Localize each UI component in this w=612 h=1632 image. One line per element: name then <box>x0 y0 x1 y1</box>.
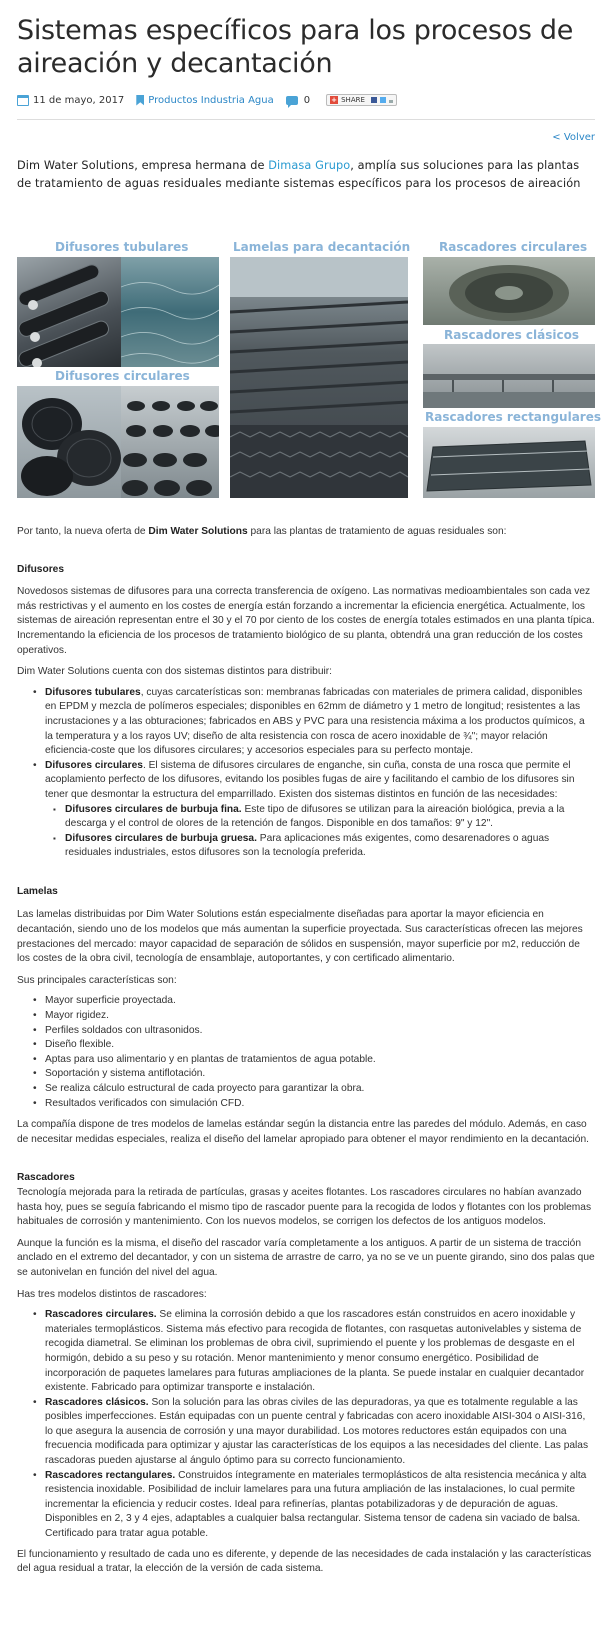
disc-grid-photo <box>121 386 219 498</box>
item-text: Son la solución para las obras civiles de las depuradoras, ya que es totalmente regulable a las posibles imperfecciones. Están equipadas con un puente central y fabricadas con acero inoxidable AISI-304 o AISI-316, lo que asegura la ausencia de corrosión y una mayor durabilidad. Los motores reductores están equipados con una frecuencia modificada para optimizar y ajustar las características de los equipos a las necesidades del cliente. Las palas rascadoras pueden ajustarse al ángulo óptimo para su correcto funcionamiento. <box>45 1396 589 1467</box>
list-item: • Resultados verificados con simulación CFD. <box>17 1097 595 1112</box>
addthis-plus-icon: + <box>331 96 338 104</box>
date-meta <box>17 95 124 106</box>
calendar-icon <box>17 95 29 106</box>
offer-text-rest: para las plantas de tratamiento de aguas residuales son: <box>247 526 507 537</box>
list-item: • Diseño flexible. <box>17 1038 595 1053</box>
disc-diffusers-drawing <box>17 386 121 498</box>
disc-grid-drawing <box>121 386 219 498</box>
difusores-list <box>17 686 595 861</box>
list-item <box>17 1469 595 1542</box>
twitter-icon <box>380 97 386 103</box>
rascadores-paragraph-2: Aunque la función es la misma, el diseño del rascador varía completamente a los antiguos. A partir de un sistema de tracción anclado en el extremo del decantador, y con un sistema de arrastre de carro, ya no se ve un puente girando, sino dos palas que se autonivelan en función del nivel del agua. <box>17 1237 595 1278</box>
caption-difusores-circulares: Difusores circulares <box>55 369 190 383</box>
intro-text-rest: , amplía sus soluciones para las plantas de tratamiento de aguas residuales mediante sistemas específicos para los procesos de aireación <box>17 159 581 190</box>
post-meta <box>17 92 595 108</box>
section-heading-difusores: Difusores <box>17 563 64 575</box>
comment-count[interactable]: 0 <box>303 94 311 106</box>
item-text: Construidos íntegramente en materiales termoplásticos de alta resistencia mecánica y alta resistencia inoxidable. Posibilidad de incluir lamelares para una futura ampliación de las instalaciones, lo cual permite incrementar la eficiencia y reducir costes. Ideal para refinerías, plantas potabilizadoras y de depuración de aguas. Disponibles en 2, 3 y 4 ejes, adaptables a cualquier balsa rectangular. Sistema tensor de cadena sin vaciado de balsa. Certificado para tratar agua potable. <box>45 1469 587 1540</box>
list-item <box>17 1308 595 1396</box>
difusores-paragraph-1: Novedosos sistemas de difusores para una correcta transferencia de oxígeno. Las normativas medioambientales son cada vez más restrictivas y el aumento en los costes de energía están forzando a incrementar la eficiencia energética. Actualmente, los sistemas de aireación representan entre el 30 y el 70 por ciento de los costes de energía totales estimados en una planta típica. Incrementando la eficiencia de los procesos de tratamiento biológico de su planta, obtendrá una gran reducción de los costes operativos. <box>17 586 595 656</box>
item-text: Para aplicaciones más exigentes, como desarenadores o aguas residuales industriales, estos difusores son la tecnología preferida. <box>65 832 550 859</box>
category-link[interactable]: Productos Industria Agua <box>148 94 274 106</box>
list-item: • Se realiza cálculo estructural de cada proyecto para garantizar la obra. <box>17 1082 595 1097</box>
rectangular-scraper-drawing <box>423 427 595 498</box>
lamelas-paragraph-1: Las lamelas distribuidas por Dim Water Solutions están especialmente diseñadas para aportar la mayor eficiencia en decantación, siendo uno de los modelos que más aumentan la superficie proyectada. Sus características ofrecen las mejores prestaciones del mercado: mayor capacidad de separación de sólidos en suspensión, mayor superficie por m2, reducción de los costes de la obra civil, tecnología de ensamblaje, autoportantes, y con certificado alimentario. <box>17 909 583 965</box>
comments-meta[interactable] <box>286 95 310 106</box>
classic-scraper-photo <box>423 344 595 408</box>
post-date: 11 de mayo, 2017 <box>33 94 125 106</box>
section-heading-rascadores: Rascadores <box>17 1172 75 1184</box>
comment-icon <box>286 96 298 105</box>
share-label: SHARE <box>341 96 365 104</box>
difusores-sublist <box>45 803 595 861</box>
page-title: Sistemas específicos para los procesos de aireación y decantación <box>17 15 574 79</box>
item-title: Difusores tubulares <box>45 686 141 698</box>
classic-scraper-drawing <box>423 344 595 408</box>
aeration-bubbles-drawing <box>121 257 219 367</box>
item-text: , cuyas carcaterísticas son: membranas fabricadas con materiales de primera calidad, disponibles en EPDM y mezcla de polímeros especiales; disponibles en 62mm de diámetro y 1 metro de longitud; resistentes a las incrustaciones y a las obturaciones; fabricados en ABS y PVC para una resistencia máxima a los productos químicos, a la temperatura y a los rayos UV; diseño de alta resistencia con rosca de acero inoxidable de ¾"; mayor relación eficiencia-coste que los difusores circulares; y accesorios especiales para su perfecto montaje. <box>45 686 585 757</box>
list-item: • Soportación y sistema antiflotación. <box>17 1067 595 1082</box>
lamelas-paragraph-3: La compañía dispone de tres modelos de lamelas estándar según la distancia entre las paredes del módulo. Además, en caso de necesitar medidas especiales, realiza el diseño del lamelar apropiado para obtener el mayor rendimiento en la decantación. <box>17 1119 589 1145</box>
list-item: • Mayor rigidez. <box>17 1009 595 1024</box>
tubular-diffusers-drawing <box>17 257 121 367</box>
lamella-drawing <box>230 257 408 498</box>
item-title: Rascadores rectangulares. <box>45 1469 176 1481</box>
caption-rascadores-circulares: Rascadores circulares <box>439 240 588 254</box>
rascadores-paragraph-1: Tecnología mejorada para la retirada de partículas, grasas y aceites flotantes. Los rascadores circulares no habían avanzado hasta hoy, pues se seguía fabricando el mismo tipo de rascador puente para la recogida de lodos y flotantes con los problemas habituales de corrosión y mantenimiento. Con los nuevos modelos, se corrigen los defectos de los antiguos modelos. <box>17 1186 592 1228</box>
more-icon <box>389 100 393 103</box>
rascadores-paragraph-3: Has tres modelos distintos de rascadores: <box>17 1288 207 1300</box>
category-meta[interactable] <box>136 95 273 106</box>
list-item <box>17 759 595 861</box>
list-item: • Aptas para uso alimentario y en plantas de tratamientos de agua potable. <box>17 1053 595 1068</box>
list-item <box>17 686 595 759</box>
rectangular-scraper-photo <box>423 427 595 498</box>
item-title: Difusores circulares de burbuja fina. <box>65 803 242 815</box>
tubular-diffusers-photo <box>17 257 121 367</box>
dimasa-grupo-link[interactable]: Dimasa Grupo <box>268 159 351 172</box>
rascadores-list <box>17 1308 595 1542</box>
offer-company: Dim Water Solutions <box>148 526 248 537</box>
item-title: Difusores circulares de burbuja gruesa. <box>65 832 257 844</box>
list-item <box>45 832 595 861</box>
caption-rascadores-clasicos: Rascadores clásicos <box>444 328 579 342</box>
lamelas-paragraph-2: Sus principales características son: <box>17 974 177 986</box>
intro-text: Dim Water Solutions, empresa hermana de <box>17 159 269 172</box>
item-title: Difusores circulares <box>45 759 143 771</box>
item-text: Se elimina la corrosión debido a que los rascadores están construidos en acero inoxidable y materiales termoplásticos. Sistema más efectivo para recogida de flotantes, con rasquetas autonivelables y sistema de recogida diametral. Se eliminan los problemas de obra civil, suprimiendo el puente y los problemas de desgaste en el hormigón, debido a su peso y su rotación. Menor mantenimiento y menor consumo energético. Posibilidad de incorporación de paquetes lamelares para futuras ampliaciones de la planta. Se puede instalar en cualquier decantador existente. Fabricado para optimizar transporte e instalación. <box>45 1309 585 1394</box>
item-title: Rascadores clásicos. <box>45 1396 149 1408</box>
back-link[interactable]: < Volver <box>552 132 595 143</box>
caption-rascadores-rectangulares: Rascadores rectangulares <box>425 410 601 424</box>
offer-paragraph <box>17 525 595 540</box>
intro-paragraph <box>17 157 595 193</box>
list-item: • Perfiles soldados con ultrasonidos. <box>17 1024 595 1039</box>
bookmark-icon <box>136 95 144 106</box>
list-item: • Mayor superficie proyectada. <box>17 994 595 1009</box>
disc-diffusers-photo <box>17 386 121 498</box>
difusores-paragraph-2: Dim Water Solutions cuenta con dos sistemas distintos para distribuir: <box>17 666 333 678</box>
lamelas-list <box>17 994 595 1111</box>
caption-difusores-tubulares: Difusores tubulares <box>55 240 189 254</box>
circular-scraper-drawing <box>423 257 595 325</box>
offer-text: Por tanto, la nueva oferta de <box>17 526 149 537</box>
section-heading-lamelas: Lamelas <box>17 885 58 897</box>
item-title: Rascadores circulares. <box>45 1309 157 1321</box>
facebook-icon <box>371 97 377 103</box>
rascadores-paragraph-4: El funcionamiento y resultado de cada uno es diferente, y depende de las necesidades de cada instalación y las características del agua residual a tratar, la elección de la versión de cada sistema. <box>17 1548 592 1575</box>
list-item <box>45 803 595 832</box>
circular-scraper-photo <box>423 257 595 325</box>
aeration-tank-photo <box>121 257 219 367</box>
share-button[interactable] <box>326 94 397 106</box>
list-item <box>17 1396 595 1469</box>
divider <box>17 119 595 120</box>
item-text: . El sistema de difusores circulares de enganche, sin cuña, consta de una rosca que permite el acoplamiento perfecto de los difusores, evitando los posibles fugas de aire y facilitando el cambio de los difusores sin tener que desmontar la estructura del emparrillado. Existen dos sistemas distintos en función de las necesidades: <box>45 759 575 800</box>
item-text: Este tipo de difusores se utilizan para la aireación biológica, previa a la descarga y el control de olores de la retención de fangos. Disponible en dos tamaños: 9" y 12". <box>65 803 565 830</box>
caption-lamelas: Lamelas para decantación <box>233 240 411 254</box>
product-collage <box>17 240 601 498</box>
article-body <box>17 525 595 1577</box>
lamella-settler-photo <box>230 257 408 498</box>
